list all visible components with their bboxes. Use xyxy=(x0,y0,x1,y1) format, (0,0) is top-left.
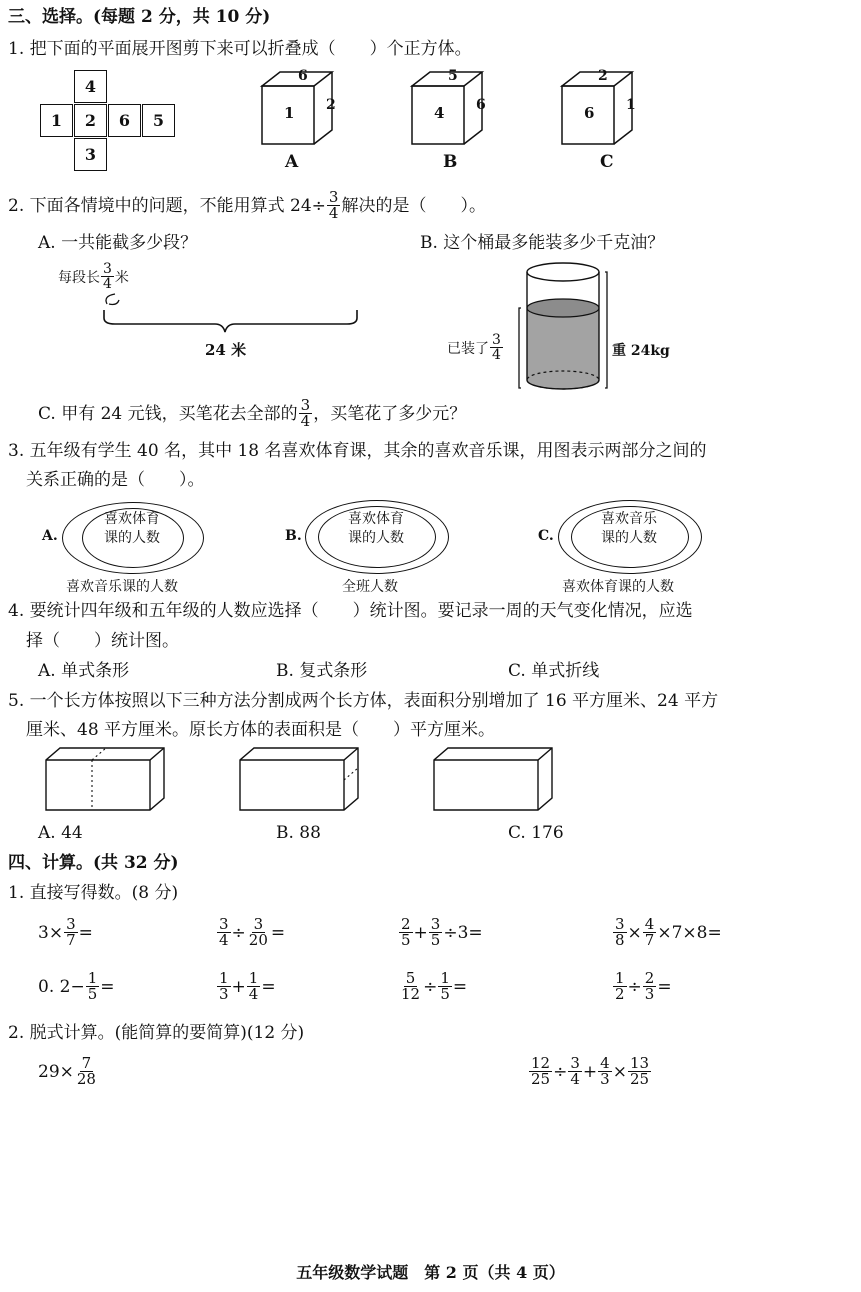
numerator: 2 xyxy=(401,915,411,933)
numerator: 2 xyxy=(644,969,655,987)
q3-option-b-inner-1: 喜欢体育 xyxy=(348,511,404,527)
numerator: 3 xyxy=(328,188,339,206)
oil-bucket xyxy=(515,258,610,396)
rope-total-length: 24 米 xyxy=(205,341,247,359)
cube-a xyxy=(262,72,332,144)
q3-option-c-label: C. xyxy=(538,528,554,544)
denominator: 5 xyxy=(401,931,411,949)
numerator: 3 xyxy=(253,915,264,933)
numerator: 3 xyxy=(300,396,311,414)
fraction xyxy=(327,190,341,221)
denominator: 4 xyxy=(570,1070,580,1088)
fraction xyxy=(438,971,452,1002)
section-three-heading: 三、选择。(每题 2 分，共 10 分) xyxy=(8,7,271,27)
denominator: 20 xyxy=(248,931,268,949)
question-2-text xyxy=(8,190,486,221)
numerator: 3 xyxy=(103,261,112,277)
q2-option-a: A. 一共能截多少段？ xyxy=(38,233,198,253)
cube-c-top: 2 xyxy=(598,68,608,84)
fraction xyxy=(613,971,627,1002)
fraction xyxy=(101,262,114,291)
numerator: 1 xyxy=(248,969,259,987)
calc-item xyxy=(528,1056,652,1087)
calc-text: 29× xyxy=(38,1061,74,1082)
page-footer: 五年级数学试题 第 2 页（共 4 页） xyxy=(296,1263,565,1282)
cuboid-cut-diagrams xyxy=(40,746,560,816)
question-5-line-2: 厘米、48 平方厘米。原长方体的表面积是（ ）平方厘米。 xyxy=(26,720,496,740)
q3-option-c-inner-2: 课的人数 xyxy=(601,530,657,546)
fraction xyxy=(75,1056,98,1087)
fraction xyxy=(217,917,231,948)
calc-text: + xyxy=(413,922,428,943)
calc-text: × xyxy=(612,1061,627,1082)
q4-option-a: A. 单式条形 xyxy=(38,661,130,681)
calc-item xyxy=(38,1056,99,1087)
calc-text: 3× xyxy=(38,922,64,943)
denominator: 2 xyxy=(615,985,625,1003)
question-2-text-pre: 2. 下面各情境中的问题，不能用算式 24÷ xyxy=(8,195,326,216)
fraction xyxy=(64,917,78,948)
denominator: 5 xyxy=(87,985,98,1003)
cube-c xyxy=(562,72,632,144)
denominator: 25 xyxy=(531,1070,551,1088)
question-3-line-2: 关系正确的是（ ）。 xyxy=(26,470,205,490)
cube-a-label: A xyxy=(285,152,299,172)
question-4-line-2: 择（ ）统计图。 xyxy=(26,631,179,651)
numerator: 3 xyxy=(430,915,441,933)
question-3-line-1: 3. 五年级有学生 40 名，其中 18 名喜欢体育课，其余的喜欢音乐课，用图表示两部分之间的 xyxy=(8,441,707,461)
fraction xyxy=(568,1056,582,1087)
fraction xyxy=(217,971,231,1002)
question-5-line-1: 5. 一个长方体按照以下三种方法分割成两个长方体，表面积分别增加了 16 平方厘米、24 平方 xyxy=(8,691,719,711)
numerator: 4 xyxy=(600,1054,610,1072)
numerator: 13 xyxy=(629,1054,650,1072)
fraction xyxy=(529,1056,552,1087)
q3-option-a-label: A. xyxy=(42,528,58,544)
net-cell: 3 xyxy=(74,138,107,171)
denominator: 4 xyxy=(219,931,229,949)
calc-item xyxy=(612,917,722,948)
denominator: 5 xyxy=(430,931,441,949)
cube-b-side: 6 xyxy=(476,97,486,113)
q3-option-c-outer: 喜欢体育课的人数 xyxy=(562,579,674,595)
numerator: 12 xyxy=(531,1054,551,1072)
calc-item xyxy=(398,917,483,948)
calc-item xyxy=(38,917,93,948)
numerator: 1 xyxy=(87,969,98,987)
q3-option-a-inner-2: 课的人数 xyxy=(104,530,160,546)
numerator: 1 xyxy=(615,969,625,987)
calc-text: = xyxy=(452,976,468,997)
denominator: 12 xyxy=(401,985,421,1003)
calc-text: 0. 2− xyxy=(38,976,85,997)
question-2-text-post: 解决的是（ ）。 xyxy=(341,195,486,216)
cube-a-front: 1 xyxy=(284,104,295,122)
fraction xyxy=(643,917,657,948)
cuboid-c xyxy=(434,748,552,810)
fraction xyxy=(399,971,422,1002)
denominator: 5 xyxy=(440,985,450,1003)
calc-item xyxy=(398,971,467,1002)
denominator: 28 xyxy=(76,1070,96,1088)
denominator: 4 xyxy=(328,204,339,222)
cuboid-b xyxy=(240,748,358,810)
denominator: 4 xyxy=(103,276,112,292)
net-cell: 4 xyxy=(74,70,107,103)
calc-text: ÷ xyxy=(553,1061,568,1082)
cube-b xyxy=(412,72,482,144)
fraction xyxy=(247,917,270,948)
denominator: 7 xyxy=(644,931,655,949)
net-cell: 6 xyxy=(108,104,141,137)
q2-option-c xyxy=(38,398,466,429)
calc-item xyxy=(38,971,114,1002)
q3-option-b-outer: 全班人数 xyxy=(342,579,398,595)
calc-text: = xyxy=(657,976,672,997)
q3-option-c-inner-1: 喜欢音乐 xyxy=(601,511,657,527)
q4-option-b: B. 复式条形 xyxy=(276,661,368,681)
fraction xyxy=(643,971,657,1002)
calc-text: ×7×8= xyxy=(657,922,722,943)
denominator: 7 xyxy=(66,931,76,949)
calc-text: ÷ xyxy=(627,976,642,997)
denominator: 4 xyxy=(300,412,311,430)
section-4-question-2: 2. 脱式计算。(能简算的要简算)(12 分) xyxy=(8,1023,305,1043)
numerator: 1 xyxy=(440,969,450,987)
fraction xyxy=(299,398,313,429)
calc-item xyxy=(612,971,672,1002)
segment-length-post: 米 xyxy=(114,269,129,286)
fraction xyxy=(598,1056,612,1087)
cube-b-label: B xyxy=(443,152,458,172)
fraction xyxy=(429,917,443,948)
cube-c-side: 1 xyxy=(626,97,636,113)
calc-text: = xyxy=(261,976,276,997)
q3-option-b-label: B. xyxy=(285,528,302,544)
net-cell: 1 xyxy=(40,104,73,137)
section-four-heading: 四、计算。(共 32 分) xyxy=(8,853,179,873)
q3-option-a-outer: 喜欢音乐课的人数 xyxy=(66,579,178,595)
numerator: 4 xyxy=(644,915,655,933)
q5-option-a: A. 44 xyxy=(38,823,83,843)
calc-text: ÷3= xyxy=(443,922,483,943)
denominator: 3 xyxy=(219,985,229,1003)
segment-length-pre: 每段长 xyxy=(58,269,100,286)
fraction xyxy=(490,333,503,362)
calc-text: + xyxy=(231,976,246,997)
cube-c-label: C xyxy=(600,152,614,172)
section-4-question-1: 1. 直接写得数。(8 分) xyxy=(8,883,179,903)
bucket-weight-label: 重 24kg xyxy=(612,343,670,359)
q2-option-b: B. 这个桶最多能装多少千克油？ xyxy=(420,233,665,253)
cuboid-a xyxy=(46,748,164,810)
denominator: 8 xyxy=(615,931,625,949)
cube-c-front: 6 xyxy=(584,104,595,122)
fraction xyxy=(613,917,627,948)
q5-option-c: C. 176 xyxy=(508,823,564,843)
numerator: 5 xyxy=(405,969,416,987)
calc-text: × xyxy=(627,922,642,943)
calc-text: ÷ xyxy=(231,922,246,943)
q2-option-c-post: ，买笔花了多少元？ xyxy=(313,403,467,424)
numerator: 3 xyxy=(615,915,625,933)
question-4-line-1: 4. 要统计四年级和五年级的人数应选择（ ）统计图。要记录一周的天气变化情况，应选 xyxy=(8,601,693,621)
cube-a-top: 6 xyxy=(298,68,308,84)
fraction xyxy=(628,1056,651,1087)
calc-item xyxy=(216,971,276,1002)
numerator: 3 xyxy=(570,1054,580,1072)
bucket-filled-pre: 已装了 xyxy=(447,340,489,357)
fraction xyxy=(399,917,413,948)
cube-b-top: 5 xyxy=(448,68,458,84)
numerator: 3 xyxy=(66,915,76,933)
net-cell: 2 xyxy=(74,104,107,137)
denominator: 4 xyxy=(492,347,501,363)
calc-item xyxy=(216,917,285,948)
cube-b-front: 4 xyxy=(434,104,445,122)
numerator: 7 xyxy=(81,1054,92,1072)
question-1-text: 1. 把下面的平面展开图剪下来可以折叠成（ ）个正方体。 xyxy=(8,39,472,59)
denominator: 25 xyxy=(629,1070,650,1088)
q2-option-c-pre: C. 甲有 24 元钱，买笔花去全部的 xyxy=(38,403,298,424)
cube-a-side: 2 xyxy=(326,97,336,113)
calc-text: = xyxy=(78,922,93,943)
denominator: 4 xyxy=(248,985,259,1003)
calc-text: = xyxy=(100,976,115,997)
denominator: 3 xyxy=(644,985,655,1003)
calc-text: = xyxy=(270,922,286,943)
fraction xyxy=(247,971,261,1002)
numerator: 1 xyxy=(219,969,229,987)
segment-length-label xyxy=(58,262,129,291)
net-cell: 5 xyxy=(142,104,175,137)
q4-option-c: C. 单式折线 xyxy=(508,661,600,681)
fraction xyxy=(86,971,100,1002)
q3-option-b-inner-2: 课的人数 xyxy=(348,530,404,546)
q3-option-a-inner-1: 喜欢体育 xyxy=(104,511,160,527)
calc-text: + xyxy=(582,1061,598,1082)
numerator: 3 xyxy=(492,332,501,348)
bucket-filled-label xyxy=(447,333,504,362)
q5-option-b: B. 88 xyxy=(276,823,321,843)
denominator: 3 xyxy=(600,1070,610,1088)
calc-text: ÷ xyxy=(423,976,438,997)
numerator: 3 xyxy=(219,915,229,933)
rope-brace-diagram xyxy=(95,290,365,340)
